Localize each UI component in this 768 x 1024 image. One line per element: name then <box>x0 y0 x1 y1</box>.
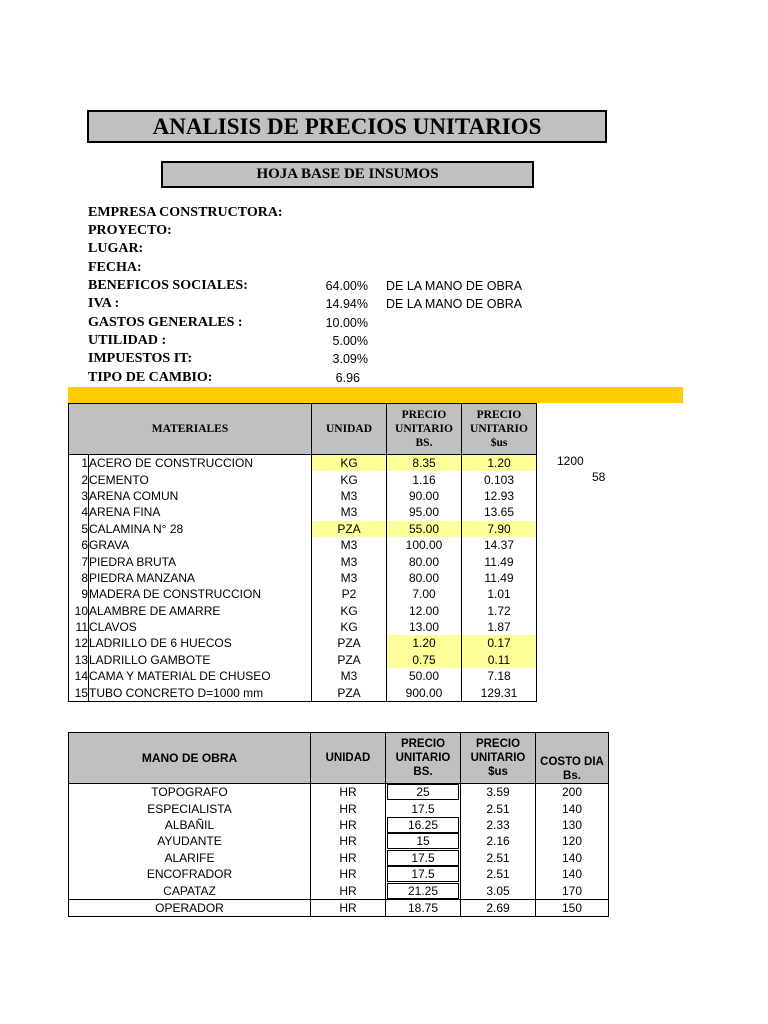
material-price-us: 1.01 <box>462 586 537 602</box>
labor-header-cost-line1: COSTO DIA <box>540 756 604 768</box>
labor-unit: HR <box>311 899 386 916</box>
labor-header-row <box>69 733 609 784</box>
labor-price-bs-value: 21.25 <box>387 883 459 899</box>
material-price-us: 11.49 <box>462 553 537 569</box>
labor-price-us: 2.33 <box>461 817 536 833</box>
material-name: ACERO DE CONSTRUCCION <box>89 455 312 472</box>
labor-name: ALARIFE <box>69 850 311 866</box>
page-subtitle: HOJA BASE DE INSUMOS <box>161 161 534 188</box>
info-label-utilidad: UTILIDAD : <box>88 333 167 348</box>
material-price-us: 13.65 <box>462 504 537 520</box>
info-value-impuestos: 3.09% <box>332 352 368 366</box>
row-number: 3 <box>69 488 89 504</box>
labor-cost-day: 150 <box>536 899 609 916</box>
labor-price-us: 3.59 <box>461 784 536 801</box>
materials-header-name: MATERIALES <box>69 404 312 455</box>
material-price-bs: 900.00 <box>387 684 462 701</box>
labor-unit: HR <box>311 882 386 899</box>
materials-header-bs-line2: UNITARIO <box>395 423 453 435</box>
labor-name: AYUDANTE <box>69 833 311 849</box>
material-price-us: 0.11 <box>462 652 537 668</box>
materials-header-unit: UNIDAD <box>312 404 387 455</box>
labor-price-bs-value: 17.5 <box>387 866 459 882</box>
material-price-us: 7.18 <box>462 668 537 684</box>
table-row <box>69 800 609 816</box>
row-number: 10 <box>69 603 89 619</box>
material-name: PIEDRA MANZANA <box>89 570 312 586</box>
labor-price-bs <box>386 882 461 899</box>
material-unit: KG <box>312 471 387 487</box>
table-row <box>69 684 537 701</box>
material-unit: PZA <box>312 521 387 537</box>
labor-price-bs-value: 25 <box>387 784 459 800</box>
yellow-separator-bar <box>68 387 683 403</box>
table-row <box>69 619 537 635</box>
material-name: ARENA COMUN <box>89 488 312 504</box>
table-row <box>69 488 537 504</box>
table-row <box>69 652 537 668</box>
table-row <box>69 866 609 882</box>
material-price-us: 1.72 <box>462 603 537 619</box>
labor-cost-day: 120 <box>536 833 609 849</box>
labor-header-cost <box>536 733 609 784</box>
material-price-us: 12.93 <box>462 488 537 504</box>
table-row <box>69 603 537 619</box>
materials-header-row <box>69 404 537 455</box>
page-title: ANALISIS DE PRECIOS UNITARIOS <box>87 110 607 143</box>
row-number: 4 <box>69 504 89 520</box>
material-unit: KG <box>312 603 387 619</box>
material-unit: KG <box>312 455 387 472</box>
labor-header-bs <box>386 733 461 784</box>
labor-unit: HR <box>311 833 386 849</box>
row-number: 1 <box>69 455 89 472</box>
row-number: 12 <box>69 635 89 651</box>
labor-name: ESPECIALISTA <box>69 800 311 816</box>
info-label-beneficios: BENEFICOS SOCIALES: <box>88 278 248 293</box>
info-label-impuestos: IMPUESTOS IT: <box>88 351 193 366</box>
labor-unit: HR <box>311 850 386 866</box>
material-unit: PZA <box>312 635 387 651</box>
materials-header-us-line2: UNITARIO <box>470 423 528 435</box>
labor-price-us: 3.05 <box>461 882 536 899</box>
table-row <box>69 553 537 569</box>
labor-price-us: 2.16 <box>461 833 536 849</box>
labor-header-unit: UNIDAD <box>311 733 386 784</box>
material-name: ALAMBRE DE AMARRE <box>89 603 312 619</box>
labor-price-us: 2.69 <box>461 899 536 916</box>
table-row <box>69 471 537 487</box>
table-row <box>69 833 609 849</box>
labor-header-name: MANO DE OBRA <box>69 733 311 784</box>
materials-table <box>68 403 537 702</box>
labor-price-bs-value: 15 <box>387 833 459 849</box>
table-row <box>69 537 537 553</box>
table-row <box>69 668 537 684</box>
material-name: PIEDRA BRUTA <box>89 553 312 569</box>
material-price-us: 1.87 <box>462 619 537 635</box>
labor-price-bs <box>386 850 461 866</box>
table-row <box>69 784 609 801</box>
materials-header-bs-line3: BS. <box>415 437 433 449</box>
table-row <box>69 635 537 651</box>
row-number: 13 <box>69 652 89 668</box>
material-price-bs: 50.00 <box>387 668 462 684</box>
labor-table <box>68 732 609 917</box>
material-price-bs: 8.35 <box>387 455 462 472</box>
labor-header-us-line3: $us <box>488 766 508 778</box>
material-price-bs: 1.16 <box>387 471 462 487</box>
table-row <box>69 882 609 899</box>
info-label-fecha: FECHA: <box>88 260 142 275</box>
table-row <box>69 504 537 520</box>
labor-header-cost-line2: Bs. <box>563 770 581 782</box>
material-price-bs: 12.00 <box>387 603 462 619</box>
info-label-iva: IVA : <box>88 296 120 311</box>
extra-value-1200: 1200 <box>557 454 584 468</box>
table-row <box>69 521 537 537</box>
labor-name: ALBAÑIL <box>69 817 311 833</box>
material-price-us: 11.49 <box>462 570 537 586</box>
row-number: 9 <box>69 586 89 602</box>
info-label-gastos: GASTOS GENERALES : <box>88 315 243 330</box>
materials-header-bs <box>387 404 462 455</box>
labor-cost-day: 200 <box>536 784 609 801</box>
materials-header-us-line1: PRECIO <box>476 409 522 421</box>
material-unit: M3 <box>312 488 387 504</box>
info-value-tipo-cambio: 6.96 <box>335 371 360 385</box>
material-price-bs: 80.00 <box>387 570 462 586</box>
material-price-bs: 90.00 <box>387 488 462 504</box>
labor-price-bs-value: 16.25 <box>387 817 459 833</box>
labor-name: OPERADOR <box>69 899 311 916</box>
material-price-us: 0.17 <box>462 635 537 651</box>
labor-price-bs <box>386 784 461 801</box>
info-label-empresa: EMPRESA CONSTRUCTORA: <box>88 205 283 220</box>
material-name: CALAMINA N° 28 <box>89 521 312 537</box>
labor-price-us: 2.51 <box>461 850 536 866</box>
table-row <box>69 817 609 833</box>
table-row <box>69 570 537 586</box>
labor-unit: HR <box>311 817 386 833</box>
material-price-us: 129.31 <box>462 684 537 701</box>
labor-name: CAPATAZ <box>69 882 311 899</box>
material-name: LADRILLO GAMBOTE <box>89 652 312 668</box>
table-row <box>69 850 609 866</box>
materials-header-us <box>462 404 537 455</box>
material-price-bs: 95.00 <box>387 504 462 520</box>
material-unit: M3 <box>312 504 387 520</box>
labor-price-bs <box>386 866 461 882</box>
row-number: 2 <box>69 471 89 487</box>
labor-cost-day: 130 <box>536 817 609 833</box>
labor-cost-day: 170 <box>536 882 609 899</box>
labor-price-bs-value: 17.5 <box>387 850 459 866</box>
materials-header-bs-line1: PRECIO <box>401 409 447 421</box>
material-name: MADERA DE CONSTRUCCION <box>89 586 312 602</box>
material-price-us: 14.37 <box>462 537 537 553</box>
material-name: CLAVOS <box>89 619 312 635</box>
row-number: 6 <box>69 537 89 553</box>
table-row <box>69 455 537 472</box>
table-row <box>69 899 609 916</box>
material-name: LADRILLO DE 6 HUECOS <box>89 635 312 651</box>
labor-price-bs <box>386 833 461 849</box>
material-name: GRAVA <box>89 537 312 553</box>
material-price-bs: 1.20 <box>387 635 462 651</box>
labor-header-us <box>461 733 536 784</box>
material-unit: PZA <box>312 652 387 668</box>
labor-unit: HR <box>311 866 386 882</box>
info-value-utilidad: 5.00% <box>332 334 368 348</box>
labor-price-us: 2.51 <box>461 800 536 816</box>
labor-cost-day: 140 <box>536 800 609 816</box>
material-unit: P2 <box>312 586 387 602</box>
row-number: 15 <box>69 684 89 701</box>
row-number: 8 <box>69 570 89 586</box>
info-note-beneficios: DE LA MANO DE OBRA <box>386 279 523 293</box>
material-unit: KG <box>312 619 387 635</box>
material-name: TUBO CONCRETO D=1000 mm <box>89 684 312 701</box>
labor-header-us-line2: UNITARIO <box>470 752 526 764</box>
row-number: 14 <box>69 668 89 684</box>
material-name: ARENA FINA <box>89 504 312 520</box>
info-label-lugar: LUGAR: <box>88 241 144 256</box>
material-price-bs: 100.00 <box>387 537 462 553</box>
labor-unit: HR <box>311 800 386 816</box>
material-price-bs: 0.75 <box>387 652 462 668</box>
labor-price-bs: 17.5 <box>411 801 435 816</box>
info-label-tipo-cambio: TIPO DE CAMBIO: <box>88 370 213 385</box>
labor-header-bs-line3: BS. <box>413 766 433 778</box>
labor-header-bs-line2: UNITARIO <box>395 752 451 764</box>
info-note-iva: DE LA MANO DE OBRA <box>386 297 523 311</box>
material-price-bs: 55.00 <box>387 521 462 537</box>
row-number: 5 <box>69 521 89 537</box>
material-unit: M3 <box>312 668 387 684</box>
labor-price-us: 2.51 <box>461 866 536 882</box>
materials-header-us-line3: $us <box>490 437 508 449</box>
info-value-iva: 14.94% <box>325 297 368 311</box>
material-price-bs: 7.00 <box>387 586 462 602</box>
labor-cost-day: 140 <box>536 866 609 882</box>
labor-name: ENCOFRADOR <box>69 866 311 882</box>
material-price-bs: 13.00 <box>387 619 462 635</box>
labor-unit: HR <box>311 784 386 801</box>
labor-header-bs-line1: PRECIO <box>400 738 446 750</box>
material-price-us: 7.90 <box>462 521 537 537</box>
labor-price-bs <box>386 817 461 833</box>
table-row <box>69 586 537 602</box>
info-label-proyecto: PROYECTO: <box>88 223 172 238</box>
labor-header-us-line1: PRECIO <box>475 738 521 750</box>
info-value-gastos: 10.00% <box>325 316 368 330</box>
material-unit: M3 <box>312 570 387 586</box>
material-unit: M3 <box>312 537 387 553</box>
row-number: 11 <box>69 619 89 635</box>
row-number: 7 <box>69 553 89 569</box>
labor-price-bs: 18.75 <box>386 899 461 916</box>
material-name: CAMA Y MATERIAL DE CHUSEO <box>89 668 312 684</box>
labor-name: TOPOGRAFO <box>69 784 311 801</box>
extra-value-58: 58 <box>592 470 606 484</box>
material-price-bs: 80.00 <box>387 553 462 569</box>
info-value-beneficios: 64.00% <box>325 279 368 293</box>
material-price-us: 1.20 <box>462 455 537 472</box>
material-price-us: 0.103 <box>462 471 537 487</box>
material-name: CEMENTO <box>89 471 312 487</box>
material-unit: M3 <box>312 553 387 569</box>
material-unit: PZA <box>312 684 387 701</box>
labor-cost-day: 140 <box>536 850 609 866</box>
